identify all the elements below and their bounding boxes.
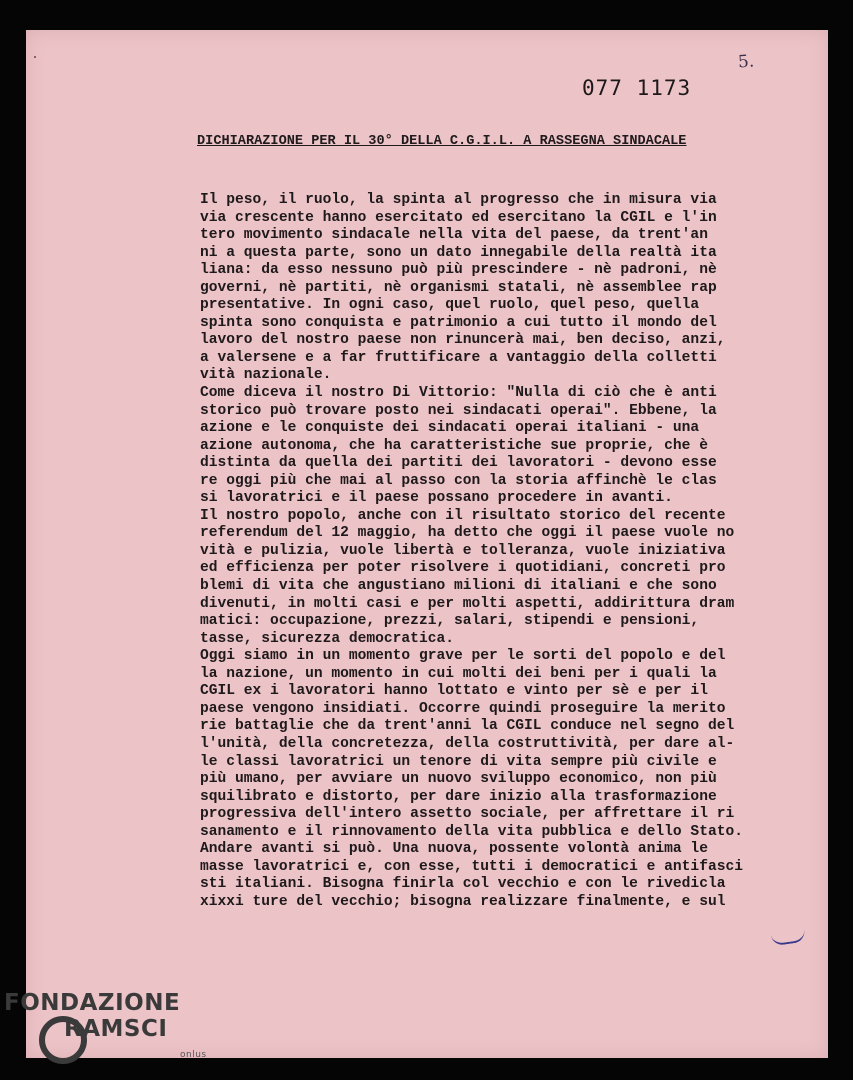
document-body	[200, 192, 800, 911]
text-line: vità nazionale.	[200, 367, 332, 384]
text-line: sanamento e il rinnovamento della vita pubblica e dello Stato.	[200, 823, 743, 840]
fondazione-gramsci-watermark	[4, 990, 207, 1060]
text-line: ed efficienza per poter risolvere i quotidiani, concreti pro	[200, 560, 726, 577]
pen-correction-mark	[770, 926, 806, 947]
text-line: via crescente hanno esercitato ed esercitano la CGIL e l'in	[200, 209, 717, 226]
text-line: referendum del 12 maggio, ha detto che oggi il paese vuole no	[200, 525, 735, 542]
text-line: squilibrato e distorto, per dare inizio alla trasformazione	[200, 788, 717, 805]
text-line: più umano, per avviare un nuovo sviluppo economico, non più	[200, 771, 717, 788]
text-line: governi, nè partiti, nè organismi statali, nè assemblee rap	[200, 279, 717, 296]
text-line: sti italiani. Bisogna finirla col vecchio e con le rivedicla	[200, 876, 726, 893]
text-line: presentative. In ogni caso, quel ruolo, quel peso, quella	[200, 297, 700, 314]
text-line: le classi lavoratrici un tenore di vita sempre più civile e	[200, 753, 717, 770]
text-line: progressiva dell'intero assetto sociale, per affrettare il ri	[200, 806, 735, 823]
text-line: spinta sono conquista e patrimonio a cui tutto il mondo del	[200, 314, 717, 331]
text-line: distinta da quella dei partiti dei lavoratori - devono esse	[200, 455, 717, 472]
text-line: blemi di vita che angustiano milioni di italiani e che sono	[200, 578, 717, 595]
page-number: 5.	[737, 51, 755, 73]
text-line: Come diceva il nostro Di Vittorio: "Nulla di ciò che è anti	[200, 385, 717, 402]
watermark-line1: FONDAZIONE	[4, 990, 181, 1016]
document-number: 077 1173	[582, 76, 692, 100]
text-line: lavoro del nostro paese non rinuncerà mai, ben deciso, anzi,	[200, 332, 726, 349]
document-page	[26, 30, 828, 1058]
text-line: re oggi più che mai al passo con la storia affinchè le clas	[200, 472, 717, 489]
text-line: si lavoratrici e il paese possano procedere in avanti.	[200, 490, 673, 507]
text-line: storico può trovare posto nei sindacati operai". Ebbene, la	[200, 402, 717, 419]
text-line: tero movimento sindacale nella vita del paese, da trent'an	[200, 227, 708, 244]
text-line: tasse, sicurezza democratica.	[200, 630, 454, 647]
text-line: paese vengono insidiati. Occorre quindi proseguire la merito	[200, 700, 726, 717]
text-line: liana: da esso nessuno può più prescindere - nè padroni, nè	[200, 262, 717, 279]
text-line: azione e le conquiste dei sindacati operai italiani - una	[200, 420, 700, 437]
watermark-line2: RAMSCI	[64, 1016, 168, 1042]
text-line: vità e pulizia, vuole libertà e tolleranza, vuole iniziativa	[200, 542, 726, 559]
text-line: masse lavoratrici e, con esse, tutti i democratici e antifasci	[200, 858, 743, 875]
text-line: azione autonoma, che ha caratteristiche sue proprie, che è	[200, 437, 708, 454]
text-line: Andare avanti si può. Una nuova, possente volontà anima le	[200, 841, 708, 858]
text-line: xixxi ture del vecchio; bisogna realizzare finalmente, e sul	[200, 893, 726, 910]
page-mark	[34, 56, 36, 58]
document-title: DICHIARAZIONE PER IL 30° DELLA C.G.I.L. A RASSEGNA SINDACALE	[197, 134, 687, 149]
watermark-onlus: onlus	[180, 1050, 207, 1060]
text-line: rie battaglie che da trent'anni la CGIL conduce nel segno del	[200, 718, 735, 735]
text-line: Il nostro popolo, anche con il risultato storico del recente	[200, 507, 726, 524]
text-line: divenuti, in molti casi e per molti aspetti, addirittura dram	[200, 595, 735, 612]
text-line: matici: occupazione, prezzi, salari, stipendi e pensioni,	[200, 613, 700, 630]
text-line: Il peso, il ruolo, la spinta al progresso che in misura via	[200, 192, 717, 208]
text-line: l'unità, della concretezza, della costruttività, per dare al-	[200, 735, 735, 752]
text-line: la nazione, un momento in cui molti dei beni per i quali la	[200, 665, 717, 682]
text-line: CGIL ex i lavoratori hanno lottato e vinto per sè e per il	[200, 683, 708, 700]
text-line: Oggi siamo in un momento grave per le sorti del popolo e del	[200, 648, 726, 665]
text-line: a valersene e a far fruttificare a vantaggio della colletti	[200, 349, 717, 366]
text-line: ni a questa parte, sono un dato innegabile della realtà ita	[200, 244, 717, 261]
